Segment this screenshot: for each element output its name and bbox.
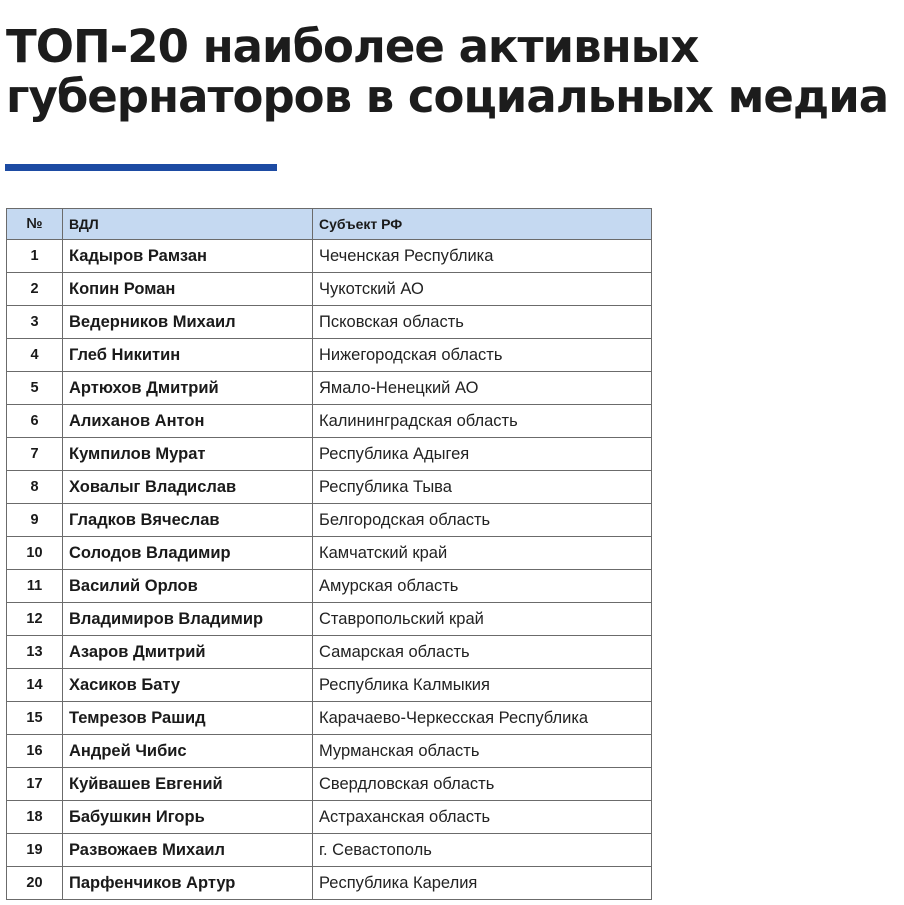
row-number: 16 <box>7 735 63 768</box>
governor-name: Гладков Вячеслав <box>63 504 313 537</box>
table-row <box>7 306 652 339</box>
governor-name: Бабушкин Игорь <box>63 801 313 834</box>
row-number: 10 <box>7 537 63 570</box>
region-name: Нижегородская область <box>313 339 652 372</box>
region-name: Белгородская область <box>313 504 652 537</box>
header-num: № <box>7 209 63 240</box>
region-name: Республика Адыгея <box>313 438 652 471</box>
region-name: Чеченская Республика <box>313 240 652 273</box>
governor-name: Кадыров Рамзан <box>63 240 313 273</box>
table-row <box>7 240 652 273</box>
region-name: Ставропольский край <box>313 603 652 636</box>
table-header-row <box>7 209 652 240</box>
header-region: Субъект РФ <box>313 209 652 240</box>
region-name: Республика Калмыкия <box>313 669 652 702</box>
row-number: 4 <box>7 339 63 372</box>
table-row <box>7 339 652 372</box>
table-row <box>7 372 652 405</box>
table-row <box>7 834 652 867</box>
region-name: г. Севастополь <box>313 834 652 867</box>
region-name: Республика Тыва <box>313 471 652 504</box>
row-number: 6 <box>7 405 63 438</box>
row-number: 14 <box>7 669 63 702</box>
table-row <box>7 603 652 636</box>
row-number: 8 <box>7 471 63 504</box>
table-row <box>7 471 652 504</box>
table-row <box>7 735 652 768</box>
title-accent-bar <box>5 164 277 171</box>
governor-name: Хасиков Бату <box>63 669 313 702</box>
header-name: ВДЛ <box>63 209 313 240</box>
row-number: 1 <box>7 240 63 273</box>
row-number: 15 <box>7 702 63 735</box>
row-number: 18 <box>7 801 63 834</box>
governor-name: Глеб Никитин <box>63 339 313 372</box>
table-row <box>7 405 652 438</box>
region-name: Калининградская область <box>313 405 652 438</box>
governor-name: Алиханов Антон <box>63 405 313 438</box>
table-body <box>7 240 652 900</box>
table-row <box>7 438 652 471</box>
row-number: 13 <box>7 636 63 669</box>
governor-name: Копин Роман <box>63 273 313 306</box>
row-number: 17 <box>7 768 63 801</box>
region-name: Камчатский край <box>313 537 652 570</box>
governor-name: Артюхов Дмитрий <box>63 372 313 405</box>
region-name: Республика Карелия <box>313 867 652 900</box>
region-name: Ямало-Ненецкий АО <box>313 372 652 405</box>
region-name: Псковская область <box>313 306 652 339</box>
page-title <box>6 22 896 122</box>
governor-name: Азаров Дмитрий <box>63 636 313 669</box>
table-row <box>7 768 652 801</box>
table-row <box>7 570 652 603</box>
page-title-line-2: губернаторов в социальных медиа <box>6 70 889 123</box>
page-title-line-1: ТОП-20 наиболее активных <box>6 20 699 73</box>
governors-table <box>6 208 652 900</box>
table-row <box>7 636 652 669</box>
governor-name: Василий Орлов <box>63 570 313 603</box>
region-name: Амурская область <box>313 570 652 603</box>
row-number: 19 <box>7 834 63 867</box>
row-number: 3 <box>7 306 63 339</box>
row-number: 11 <box>7 570 63 603</box>
governor-name: Ведерников Михаил <box>63 306 313 339</box>
row-number: 12 <box>7 603 63 636</box>
governor-name: Куйвашев Евгений <box>63 768 313 801</box>
table-row <box>7 273 652 306</box>
region-name: Астраханская область <box>313 801 652 834</box>
governor-name: Темрезов Рашид <box>63 702 313 735</box>
table-row <box>7 504 652 537</box>
row-number: 2 <box>7 273 63 306</box>
row-number: 9 <box>7 504 63 537</box>
table-row <box>7 537 652 570</box>
region-name: Мурманская область <box>313 735 652 768</box>
region-name: Самарская область <box>313 636 652 669</box>
row-number: 20 <box>7 867 63 900</box>
table-row <box>7 669 652 702</box>
table-header <box>7 209 652 240</box>
region-name: Карачаево-Черкесская Республика <box>313 702 652 735</box>
governor-name: Развожаев Михаил <box>63 834 313 867</box>
governor-name: Владимиров Владимир <box>63 603 313 636</box>
governor-name: Парфенчиков Артур <box>63 867 313 900</box>
region-name: Свердловская область <box>313 768 652 801</box>
governor-name: Кумпилов Мурат <box>63 438 313 471</box>
table-row <box>7 867 652 900</box>
region-name: Чукотский АО <box>313 273 652 306</box>
table-row <box>7 702 652 735</box>
row-number: 5 <box>7 372 63 405</box>
governor-name: Андрей Чибис <box>63 735 313 768</box>
row-number: 7 <box>7 438 63 471</box>
table-row <box>7 801 652 834</box>
governor-name: Ховалыг Владислав <box>63 471 313 504</box>
governor-name: Солодов Владимир <box>63 537 313 570</box>
